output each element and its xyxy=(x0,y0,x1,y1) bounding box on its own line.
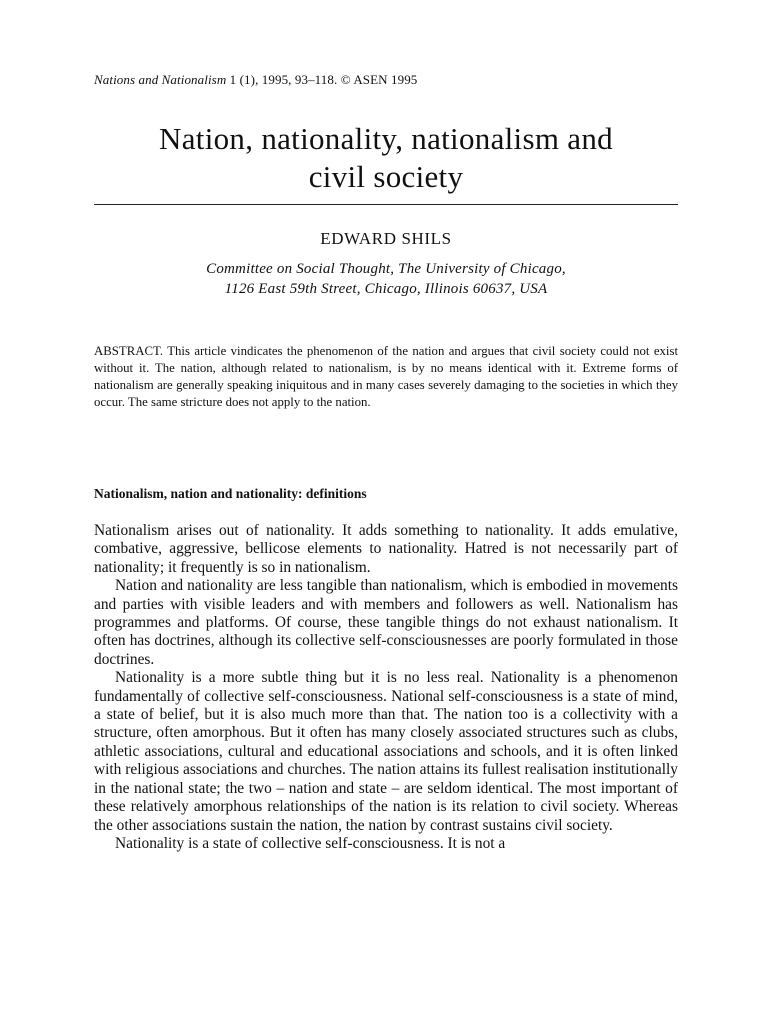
body-paragraph-4: Nationality is a state of collective self-consciousness. It is not a xyxy=(115,834,506,852)
author-name: EDWARD SHILS xyxy=(320,229,452,248)
section-heading: Nationalism, nation and nationality: definitions xyxy=(94,486,367,501)
affiliation-line-1: Committee on Social Thought, The University of Chicago, xyxy=(206,261,566,277)
author-affiliation xyxy=(94,259,678,299)
body-paragraph-1: Nationalism arises out of nationality. It adds something to nationality. It adds emulative, combative, aggressive, bellicose elements to nationality. Hatred is not necessarily part of nationality; it frequently is so in nationalism. xyxy=(94,522,678,576)
journal-name: Nations and Nationalism xyxy=(94,72,227,87)
title-rule xyxy=(94,204,678,205)
abstract: ABSTRACT. This article vindicates the phenomenon of the nation and argues that civil society could not exist without it. The nation, although related to nationalism, is by no means identical with it. Extreme forms of nationalism are generally speaking iniquitous and in many cases severely damaging to the societies in which they occur. The same stricture does not apply to the nation. xyxy=(94,344,678,409)
body-paragraph-2: Nation and nationality are less tangible than nationalism, which is embodied in movements and parties with visible leaders and with members and followers as well. Nationalism has programmes and platforms. Of course, these tangible things do not exhaust nationalism. It often has doctrines, although its collective self-consciousnesses are poorly formulated in those doctrines. xyxy=(94,577,678,668)
title-line-2: civil society xyxy=(308,159,464,194)
article-title xyxy=(94,120,678,196)
affiliation-line-2: 1126 East 59th Street, Chicago, Illinois 60637, USA xyxy=(224,281,548,297)
title-line-1: Nation, nationality, nationalism and xyxy=(159,121,613,156)
running-head xyxy=(94,72,417,88)
body-paragraph-3: Nationality is a more subtle thing but it is no less real. Nationality is a phenomenon fundamentally of collective self-consciousness. National self-consciousness is a state of mind, a state of belief, but it is also much more than that. The nation too is a collectivity with a structure, often amorphous. But it often has many closely associated structures such as clubs, athletic associations, cultural and educational associations and schools, and it is often linked with religious associations and churches. The nation attains its fullest realisation institutionally in the national state; the two – nation and state – are seldom identical. The most important of these relatively amorphous relationships of the nation is its relation to civil society. Whereas the other associations sustain the nation, the nation by contrast sustains civil society. xyxy=(94,669,678,834)
body-text xyxy=(94,522,678,853)
citation-info: 1 (1), 1995, 93–118. © ASEN 1995 xyxy=(226,72,418,87)
